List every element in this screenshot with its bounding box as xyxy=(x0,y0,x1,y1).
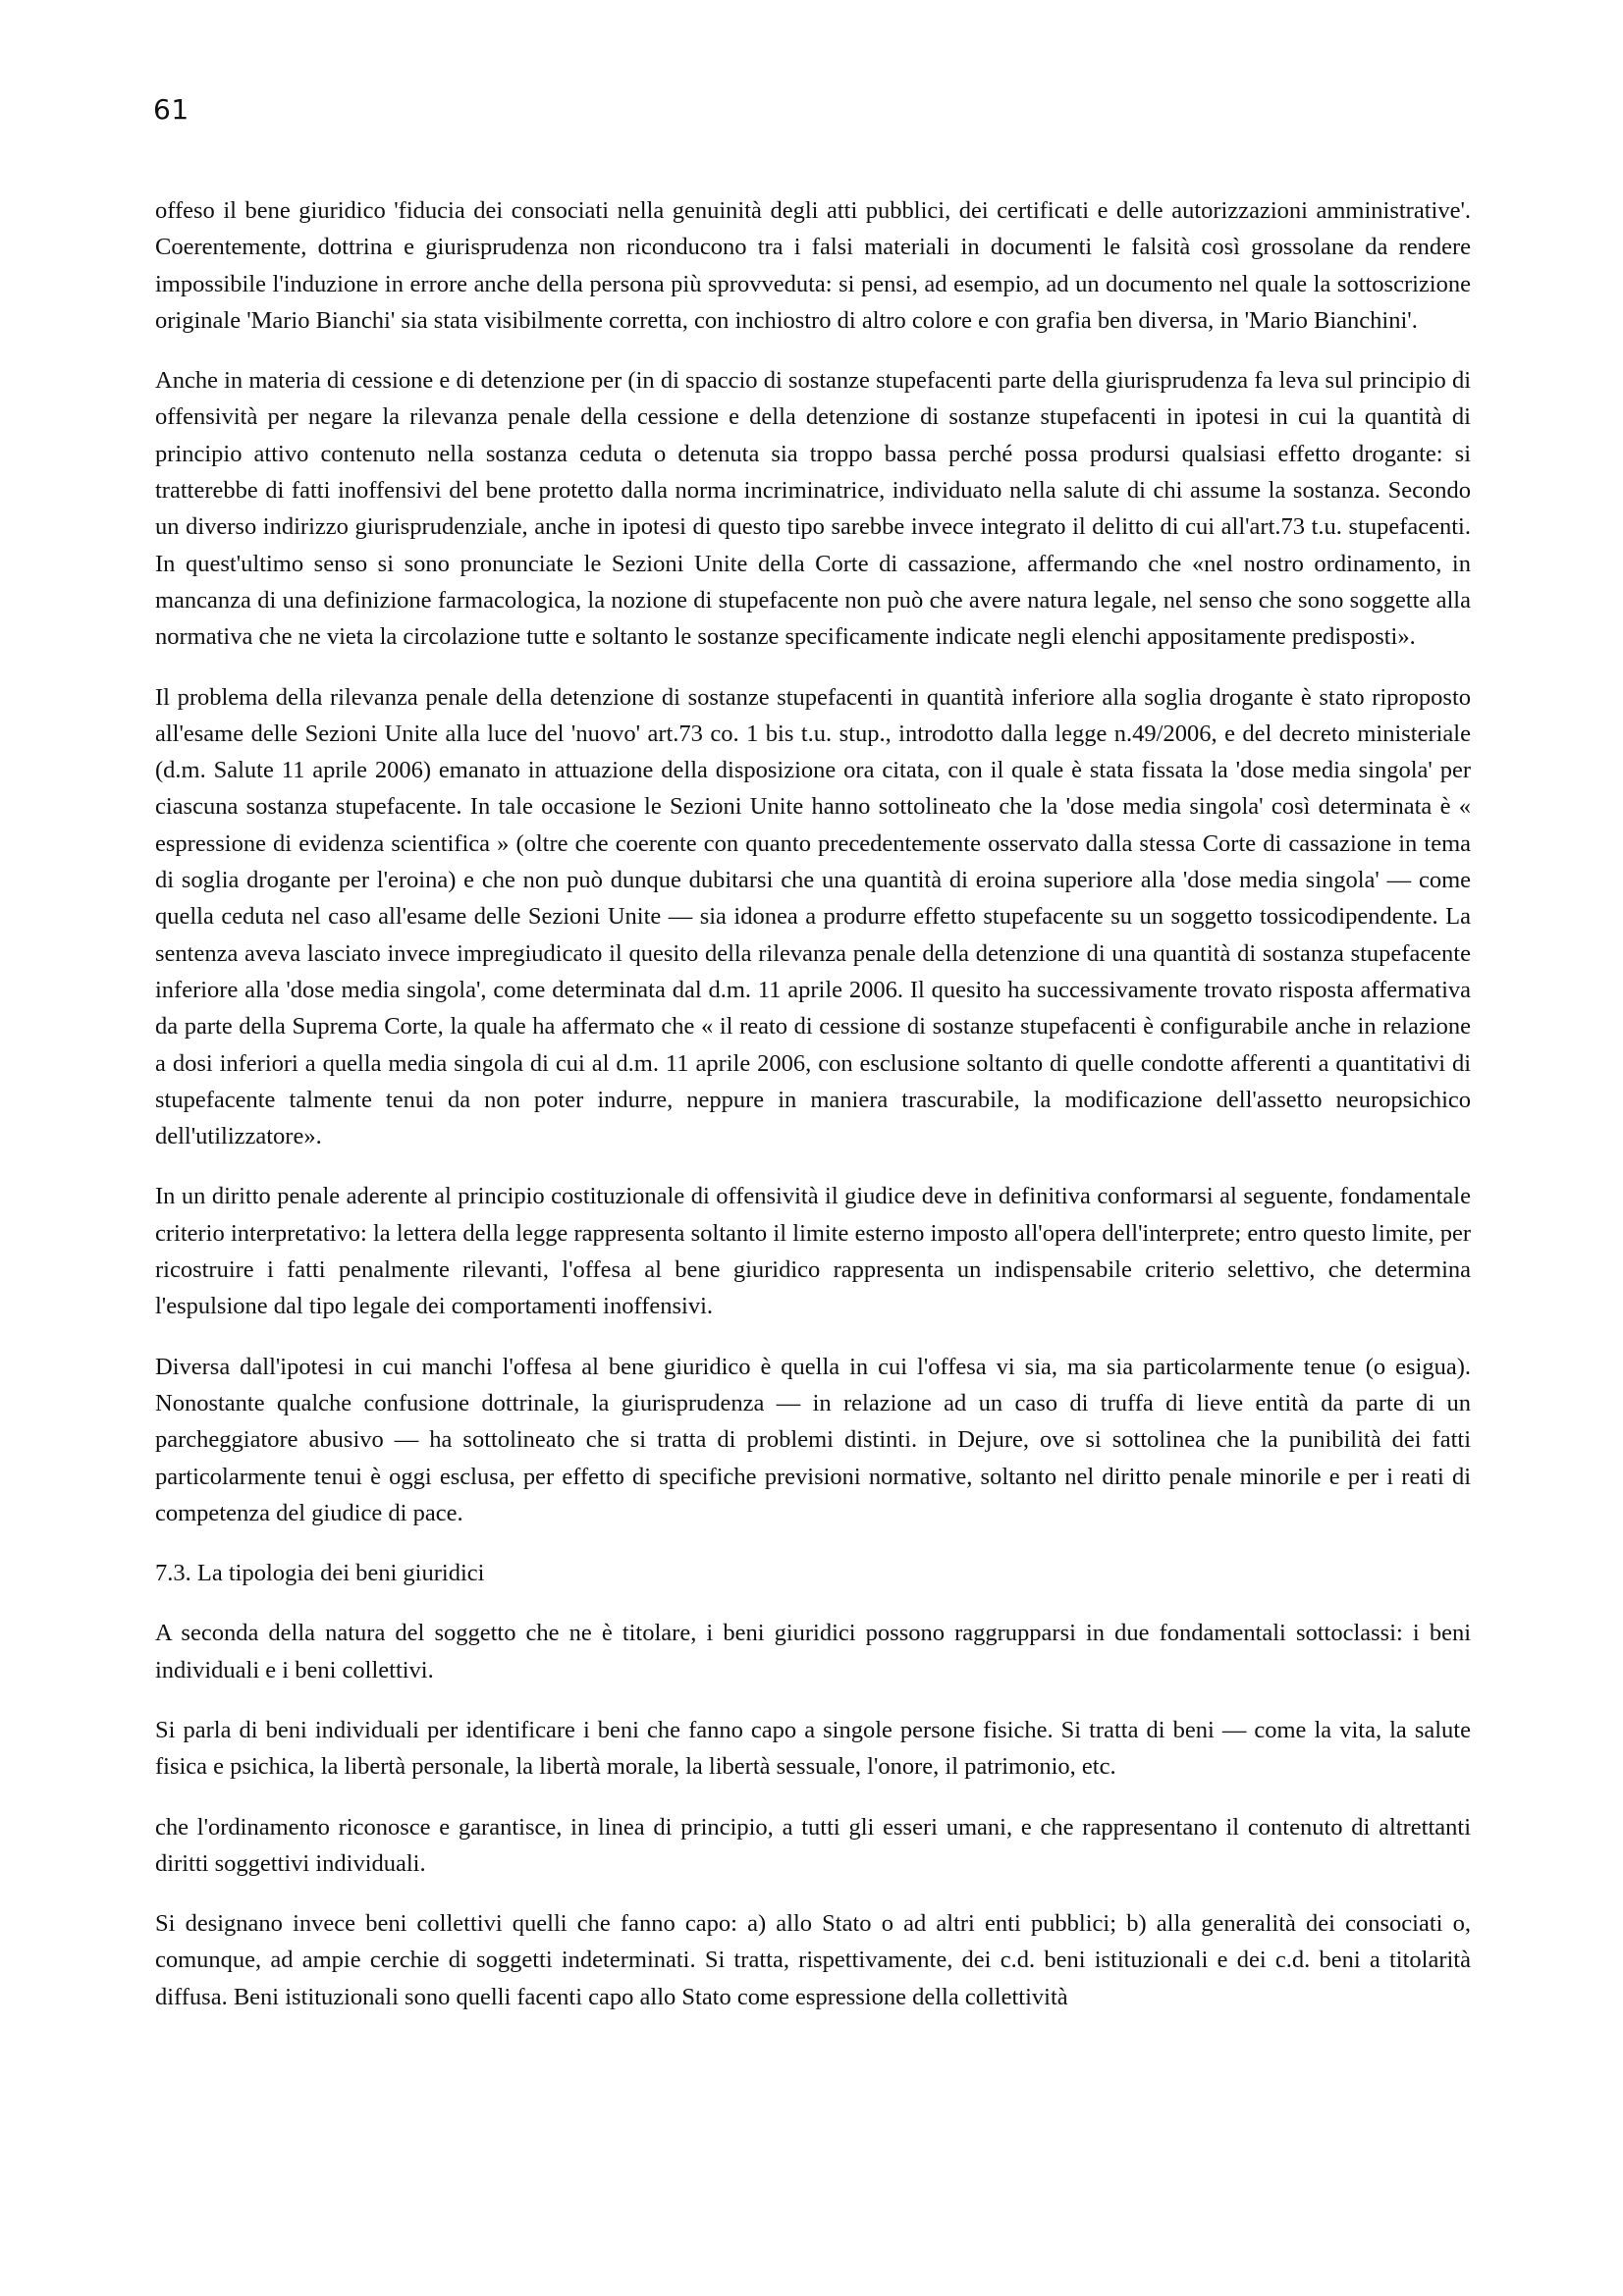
paragraph-dose-media-singola: Il problema della rilevanza penale della detenzione di sostanze stupefacenti in quantità inferiore alla soglia drogante è stato riproposto all'esame delle Sezioni Unite alla luce del 'nuovo' art.73 co. 1 bis t.u. stup., introdotto dalla legge n.49/2006, e del decreto ministeriale (d.m. Salute 11 aprile 2006) emanato in attuazione della disposizione ora citata, con il quale è stata fissata la 'dose media singola' per ciascuna sostanza stupefacente. In tale occasione le Sezioni Unite hanno sottolineato che la 'dose media singola' così determinata è « espressione di evidenza scientifica » (oltre che coerente con quanto precedentemente osservato dalla stessa Corte di cassazione in tema di soglia drogante per l'eroina) e che non può dunque dubitarsi che una quantità di eroina superiore alla 'dose media singola' — come quella ceduta nel caso all'esame delle Sezioni Unite — sia idonea a produrre effetto stupefacente su un soggetto tossicodipendente. La sentenza aveva lasciato invece impregiudicato il quesito della rilevanza penale della detenzione di una quantità di sostanza stupefacente inferiore alla 'dose media singola', come determinata dal d.m. 11 aprile 2006. Il quesito ha successivamente trovato risposta affermativa da parte della Suprema Corte, la quale ha affermato che « il reato di cessione di sostanze stupefacenti è configurabile anche in relazione a dosi inferiori a quella media singola di cui al d.m. 11 aprile 2006, con esclusione soltanto di quelle condotte afferenti a quantitativi di stupefacente talmente tenui da non poter indurre, neppure in maniera trascurabile, la modificazione dell'assetto neuropsichico dell'utilizzatore». xyxy=(155,683,1471,1150)
paragraph-stupefacenti: Anche in materia di cessione e di detenzione per (in di spaccio di sostanze stupefacenti parte della giurisprudenza fa leva sul principio di offensività per negare la rilevanza penale della cessione e della detenzione di sostanze stupefacenti in ipotesi in cui la quantità di principio attivo contenuto nella sostanza ceduta o detenuta sia troppo bassa perché possa prodursi qualsiasi effetto drogante: si tratterebbe di fatti inoffensivi del bene protetto dalla norma incriminatrice, individuato nella salute di chi assume la sostanza. Secondo un diverso indirizzo giurisprudenziale, anche in ipotesi di questo tipo sarebbe invece integrato il delitto di cui all'art.73 t.u. stupefacenti. In quest'ultimo senso si sono pronunciate le Sezioni Unite della Corte di cassazione, affermando che «nel nostro ordinamento, in mancanza di una definizione farmacologica, la nozione di stupefacente non può che avere natura legale, nel senso che sono soggette alla normativa che ne vieta la circolazione tutte e soltanto le sostanze specificamente indicate negli elenchi appositamente predisposti». xyxy=(155,367,1471,651)
paragraph-offesa-tenue: Diversa dall'ipotesi in cui manchi l'offesa al bene giuridico è quella in cui l'offesa vi sia, ma sia particolarmente tenue (o esigua). Nonostante qualche confusione dottrinale, la giurisprudenza — in relazione ad un caso di truffa di lieve entità da parte di un parcheggiatore abusivo — ha sottolineato che si tratta di problemi distinti. in Dejure, ove si sottolinea che la punibilità dei fatti particolarmente tenui è oggi esclusa, per effetto di specifiche previsioni normative, soltanto nel diritto penale minorile e per i reati di competenza del giudice di pace. xyxy=(155,1353,1471,1526)
paragraph-falsita: offeso il bene giuridico 'fiducia dei consociati nella genuinità degli atti pubblici, dei certificati e delle autorizzazioni amministrative'. Coerentemente, dottrina e giurisprudenza non riconducono tra i falsi materiali in documenti le falsità così grossolane da rendere impossibile l'induzione in errore anche della persona più sprovveduta: si pensi, ad esempio, ad un documento nel quale la sottoscrizione originale 'Mario Bianchi' sia stata visibilmente corretta, con inchiostro di altro colore e con grafia ben diversa, in 'Mario Bianchini'. xyxy=(155,197,1471,334)
paragraph-beni-collettivi: Si designano invece beni collettivi quelli che fanno capo: a) allo Stato o ad altri enti pubblici; b) alla generalità dei consociati o, comunque, ad ampie cerchie di soggetti indeterminati. Si tratta, rispettivamente, dei c.d. beni istituzionali e dei c.d. beni a titolarità diffusa. Beni istituzionali sono quelli facenti capo allo Stato come espressione della collettività xyxy=(155,1910,1471,2010)
paragraph-beni-individuali: Si parla di beni individuali per identificare i beni che fanno capo a singole persone fisiche. Si tratta di beni — come la vita, la salute fisica e psichica, la libertà personale, la libertà morale, la libertà sessuale, l'onore, il patrimonio, etc. xyxy=(155,1716,1471,1781)
paragraph-criterio-interpretativo: In un diritto penale aderente al principio costituzionale di offensività il giudice deve in definitiva conformarsi al seguente, fondamentale criterio interpretativo: la lettera della legge rappresenta soltanto il limite esterno imposto all'opera dell'interprete; entro questo limite, per ricostruire i fatti penalmente rilevanti, l'offesa al bene giuridico rappresenta un indispensabile criterio selettivo, che determina l'espulsione dal tipo legale dei comportamenti inoffensivi. xyxy=(155,1183,1471,1320)
document-body xyxy=(155,192,1471,2039)
section-heading: 7.3. La tipologia dei beni giuridici xyxy=(155,1560,485,1587)
page-number: 61 xyxy=(153,93,189,126)
paragraph-sottoclassi: A seconda della natura del soggetto che ne è titolare, i beni giuridici possono raggrupparsi in due fondamentali sottoclassi: i beni individuali e i beni collettivi. xyxy=(155,1620,1471,1683)
paragraph-ordinamento: che l'ordinamento riconosce e garantisce, in linea di principio, a tutti gli esseri umani, e che rappresentano il contenuto di altrettanti diritti soggettivi individuali. xyxy=(155,1813,1471,1877)
